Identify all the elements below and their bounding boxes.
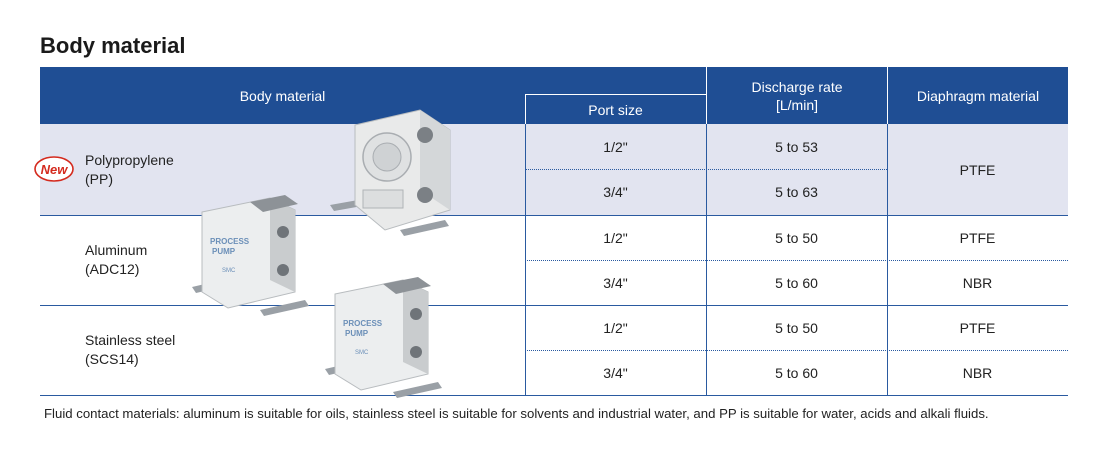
fluid-contact-footnote: Fluid contact materials: aluminum is suitable for oils, stainless steel is suitable for solvents and industrial water, and PP is suitable for water, acids and alkali fluids.: [44, 406, 989, 421]
page-title: Body material: [40, 33, 186, 58]
header-diaphragm-material: Diaphragm material: [888, 67, 1068, 124]
header-port-size: Port size: [525, 94, 706, 124]
svg-text:New: New: [40, 162, 68, 177]
svg-text:SMC: SMC: [355, 350, 369, 356]
discharge-rate-cell: 5 to 63: [775, 184, 818, 200]
diaphragm-cell: PTFE: [959, 161, 996, 178]
svg-text:PUMP: PUMP: [345, 329, 369, 338]
svg-text:SMC: SMC: [222, 268, 236, 274]
port-size-cell: 3/4": [603, 364, 628, 381]
material-aluminum: Aluminum (ADC12): [85, 242, 148, 277]
aluminum-pump-image: [190, 192, 325, 320]
port-size-cell: 3/4": [603, 274, 628, 291]
stainless-steel-pump-image: [323, 274, 458, 402]
diaphragm-cell: PTFE: [959, 319, 996, 336]
polypropylene-pump-image: [325, 105, 495, 240]
discharge-rate-cell: 5 to 53: [775, 138, 818, 155]
discharge-rate-cell: 5 to 60: [775, 274, 818, 291]
header-body-material: Body material: [40, 67, 525, 124]
diaphragm-cell: PTFE: [959, 229, 996, 246]
discharge-rate-cell: 5 to 50: [775, 319, 818, 336]
port-size-cell: 1/2": [603, 319, 628, 336]
svg-text:PROCESS: PROCESS: [343, 319, 383, 328]
header-discharge-rate: Discharge rate [L/min]: [707, 67, 887, 124]
port-size-cell: 1/2": [603, 229, 628, 246]
port-size-cell: 3/4": [603, 184, 628, 200]
diaphragm-cell: NBR: [962, 364, 993, 381]
material-polypropylene: Polypropylene (PP): [85, 152, 174, 187]
diaphragm-cell: NBR: [962, 274, 993, 291]
discharge-rate-cell: 5 to 60: [775, 364, 818, 381]
body-material-table: [40, 67, 1068, 395]
svg-text:PROCESS: PROCESS: [210, 237, 250, 246]
material-stainless-steel: Stainless steel (SCS14): [85, 332, 176, 367]
new-badge: [33, 155, 75, 183]
port-size-cell: 1/2": [603, 138, 628, 155]
discharge-rate-cell: 5 to 50: [775, 229, 818, 246]
svg-text:PUMP: PUMP: [212, 247, 236, 256]
